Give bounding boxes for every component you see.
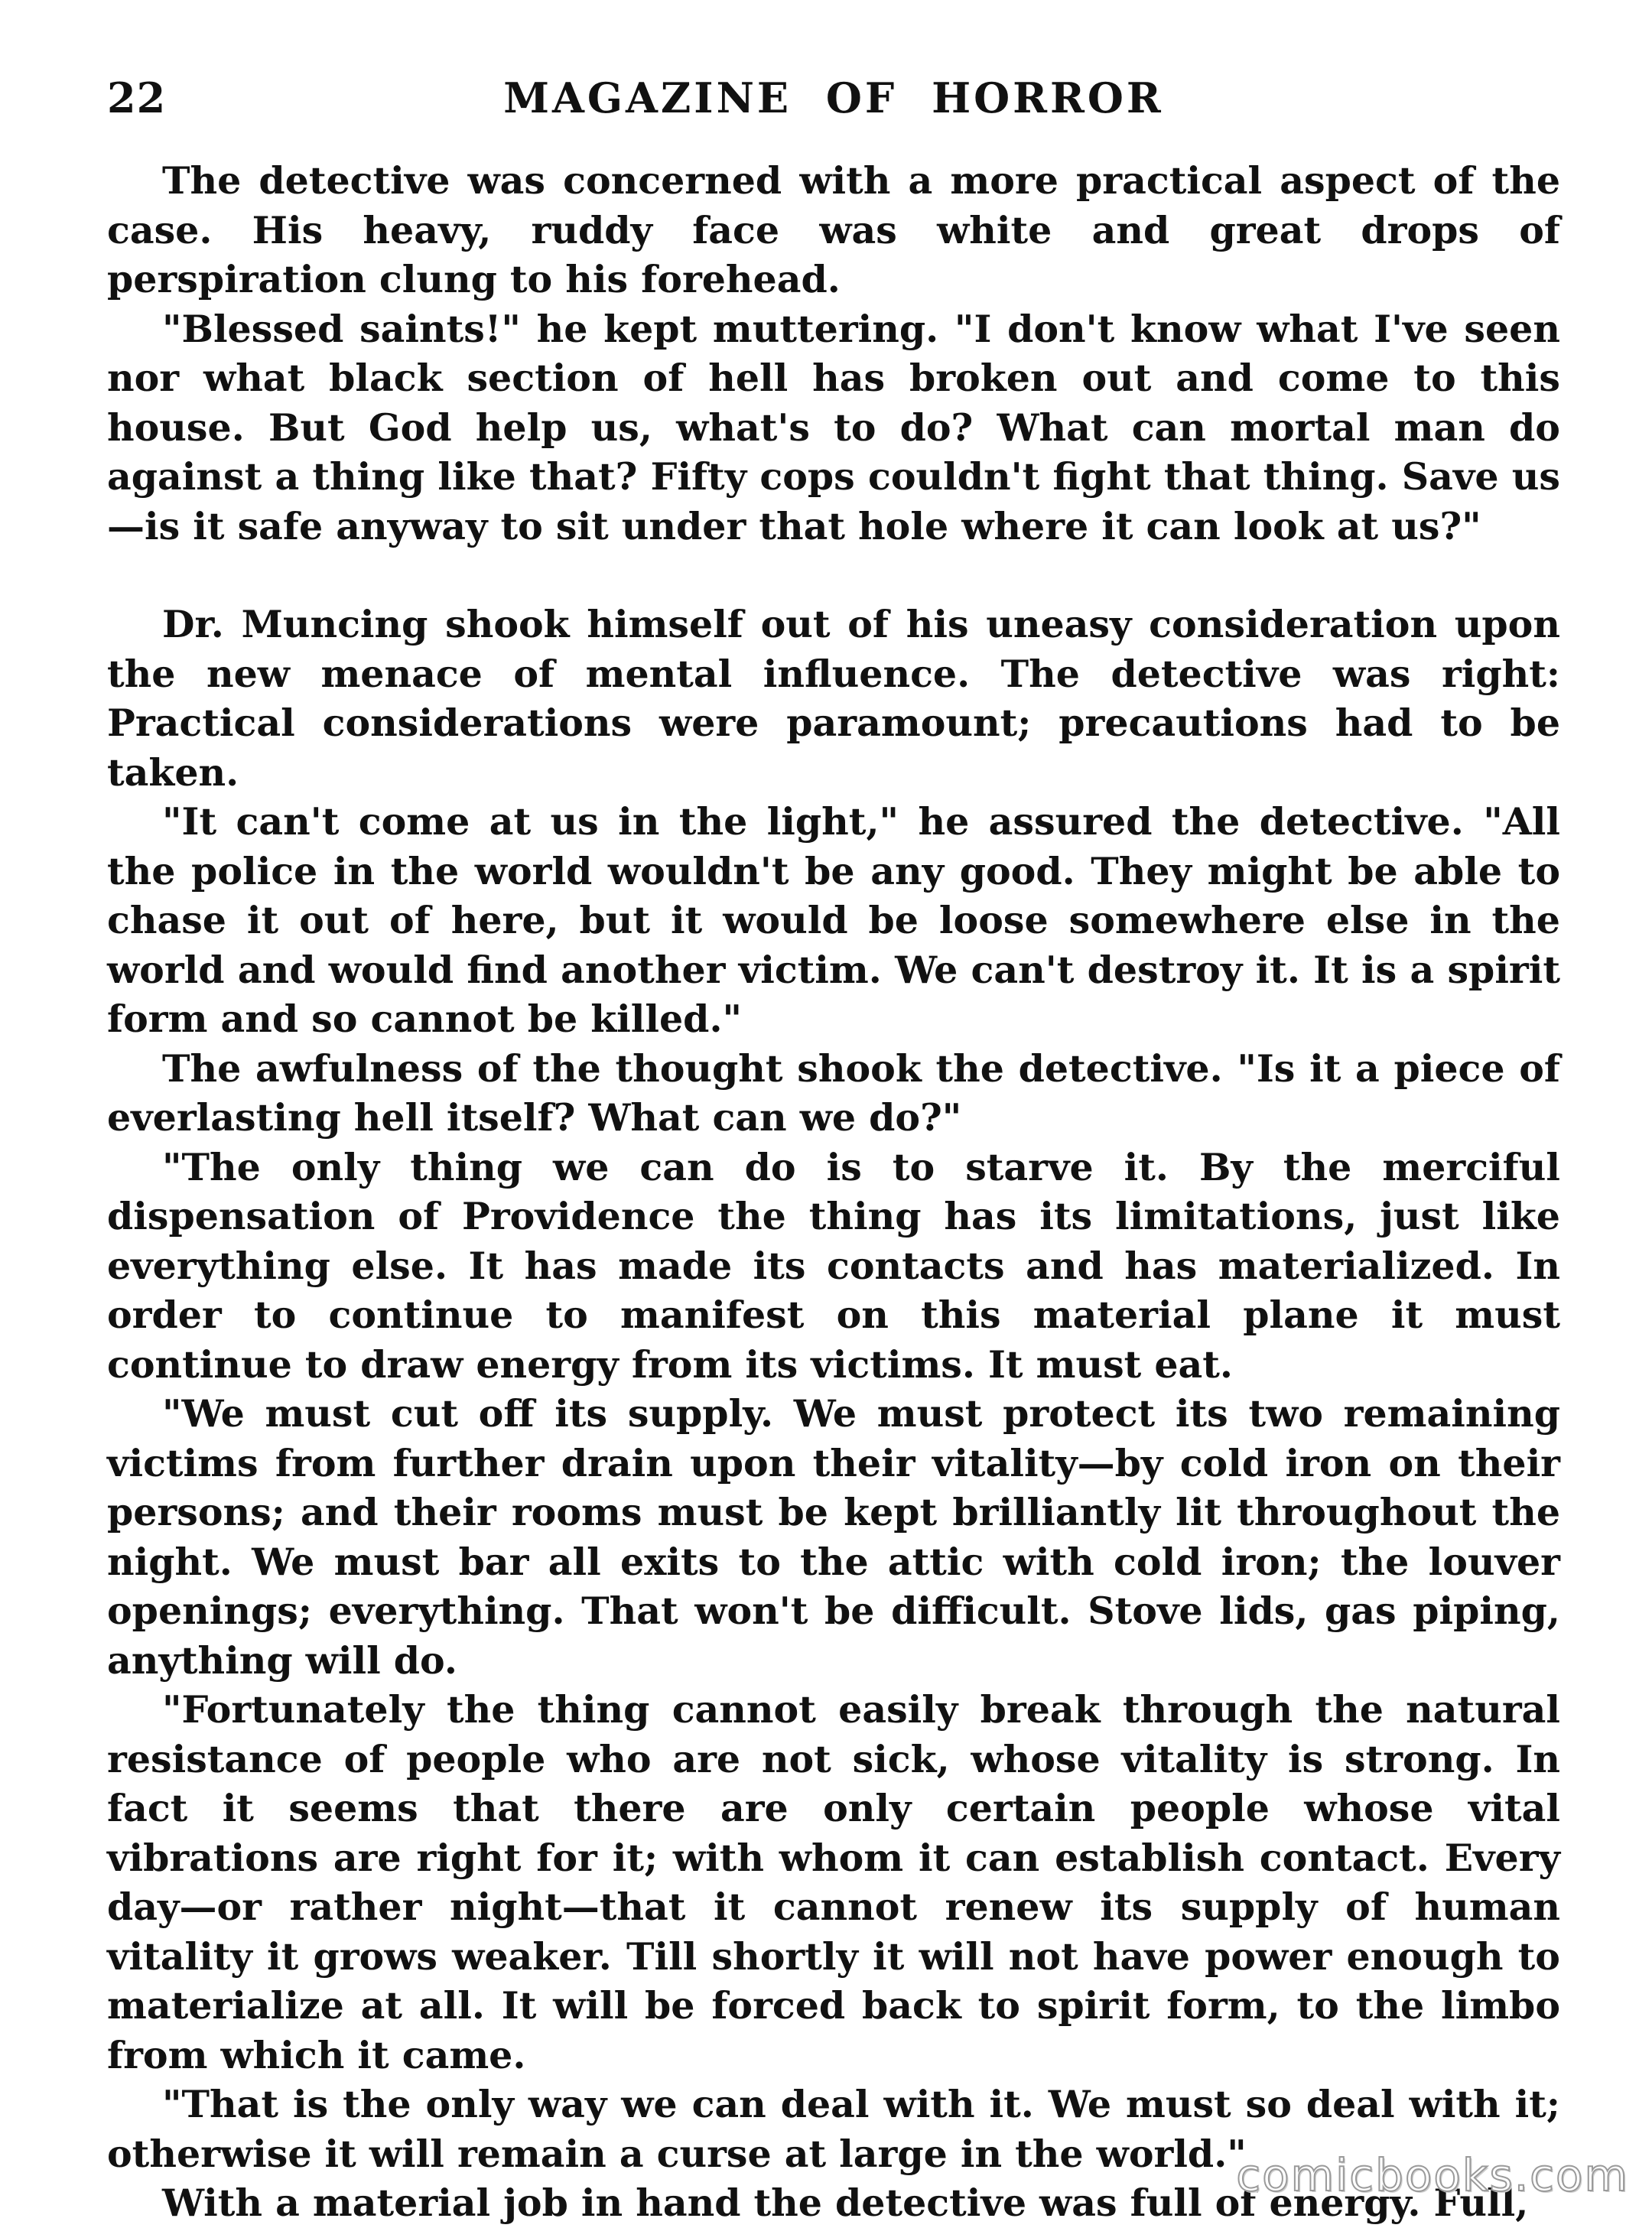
paragraph: "It can't come at us in the light," he assured the detective. "All the police in the world wouldn't be any good. They might be able to chase it out of here, but it would be loose somewhere else in the world and would find another victim. We can't destroy it. It is a spirit form and so cannot be killed.": [107, 799, 1560, 1041]
paragraph: "We must cut off its supply. We must protect its two remaining victims from further drain upon their vitality—by cold iron on their persons; and their rooms must be kept brilliantly lit throughout the night. We must bar all exits to the attic with cold iron; the louver openings; everything. That won't be difficult. Stove lids, gas piping, anything will do.: [107, 1391, 1560, 1683]
paragraph: The awfulness of the thought shook the detective. "Is it a piece of everlasting hell itself? What can we do?": [107, 1046, 1560, 1140]
paragraph: "Blessed saints!" he kept muttering. "I don't know what I've seen nor what black section of hell has broken out and come to this house. But God help us, what's to do? What can mortal man do against a thing like that? Fifty cops couldn't fight that thing. Save us—is it safe anyway to sit under that hole where it can look at us?": [107, 306, 1560, 548]
book-page: [107, 73, 1560, 2228]
section-break: [107, 551, 1560, 600]
page-header: [107, 73, 1560, 135]
paragraph: "Fortunately the thing cannot easily break through the natural resistance of people who are not sick, whose vitality is strong. In fact it seems that there are only certain people whose vital vibrations are right for it; with whom it can establish contact. Every day—or rather night—that it cannot renew its supply of human vitality it grows weaker. Till shortly it will not have power enough to materialize at all. It will be forced back to spirit form, to the limbo from which it came.: [107, 1687, 1560, 2077]
story-text: [107, 156, 1560, 2228]
page-number: 22: [107, 73, 167, 122]
paragraph: "The only thing we can do is to starve it. By the merciful dispensation of Providence the thing has its limitations, just like everything else. It has made its contacts and has materialized. In order to continue to manifest on this material plane it must continue to draw energy from its victims. It must eat.: [107, 1144, 1560, 1387]
paragraph: With a material job in hand the detective was full of energy. Full,: [162, 2181, 1529, 2225]
site-watermark: comicbooks.com: [1236, 2149, 1629, 2201]
running-title: MAGAZINE OF HORROR: [503, 73, 1164, 122]
paragraph: Dr. Muncing shook himself out of his uneasy consideration upon the new menace of mental influence. The detective was right: Practical considerations were paramount; precautions had to be taken.: [107, 602, 1560, 795]
paragraph: "That is the only way we can deal with it. We must so deal with it; otherwise it will remain a curse at large in the world.": [107, 2082, 1560, 2176]
paragraph: The detective was concerned with a more practical aspect of the case. His heavy, ruddy face was white and great drops of perspiration clung to his forehead.: [107, 158, 1560, 301]
